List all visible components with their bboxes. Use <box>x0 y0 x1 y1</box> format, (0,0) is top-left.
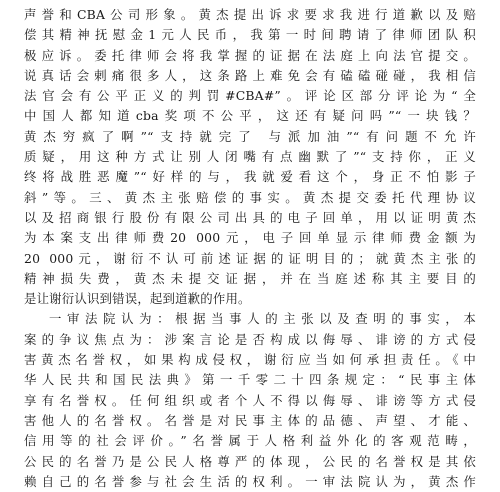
text-line: 中国人都知道cba奖项不公平，这还有疑问吗”“一块钱？ <box>24 108 476 124</box>
text-line: 质疑，用这种方式让别人闭嘴有点幽默了”“支持你，正义 <box>24 149 476 165</box>
text-line: 黄杰穷疯了啊”“支持就完了 与派加油”“有问题不允许 <box>24 128 476 144</box>
text-line: 精神损失费，黄杰未提交证据，并在当庭述称其主要目的 <box>24 270 476 286</box>
text-line: 案的争议焦点为：涉案言论是否构成以侮辱、诽谤的方式侵 <box>24 331 476 347</box>
text-line: 偿其精神抚慰金1元人民币，我第一时间聘请了律师团队积 <box>24 27 476 43</box>
text-line: 害黄杰名誉权，如果构成侵权，谢衍应当如何承担责任。《中 <box>24 352 476 368</box>
text-line: 20 000元，谢衍不认可前述证据的证明目的；就黄杰主张的 <box>24 250 476 266</box>
text-line: 赖自己的名誉参与社会生活的权利。一审法院认为，黄杰作 <box>24 473 476 489</box>
text-line: 说真话会剌痛很多人，这条路上难免会有磕磕碰碰，我相信 <box>24 67 476 83</box>
text-line: 极应诉。委托律师会将我掌握的证据在法庭上向法官提交。 <box>24 47 476 63</box>
text-line: 享有名誉权。任何组织或者个人不得以侮辱、诽谤等方式侵 <box>24 392 476 408</box>
paragraph-first-line: 一审法院认为：根据当事人的主张以及查明的事实，本 <box>49 311 476 327</box>
text-line: 斜”等。三、黄杰主张赔偿的事实。黄杰提交委托代理协议 <box>24 189 476 205</box>
text-line: 公民的名誉乃是公民人格尊严的体现，公民的名誉权是其依 <box>24 453 476 469</box>
text-line: 终将战胜恶魔”“好样的与，我就爱看这个，身正不怕影子 <box>24 169 476 185</box>
text-line: 信用等的社会评价。”名誉属于人格利益外化的客观范畴， <box>24 433 476 449</box>
text-line: 为本案支出律师费20 000元，电子回单显示律师费金额为 <box>24 230 476 246</box>
text-line: 害他人的名誉权。名誉是对民事主体的品德、声望、才能、 <box>24 412 476 428</box>
text-line: 华人民共和国民法典》第一千零二十四条规定：“民事主体 <box>24 372 476 388</box>
paragraph-end-line: 是让谢衍认识到错误，起到道歉的作用。 <box>24 291 251 307</box>
text-line: 以及招商银行股份有限公司出具的电子回单，用以证明黄杰 <box>24 209 476 225</box>
text-line: 法官会有公平正义的判罚#CBA#”。评论区部分评论为“全 <box>24 88 476 104</box>
text-line: 声誉和CBA公司形象。黄杰提出诉求要求我进行道歉以及赔 <box>24 7 476 22</box>
